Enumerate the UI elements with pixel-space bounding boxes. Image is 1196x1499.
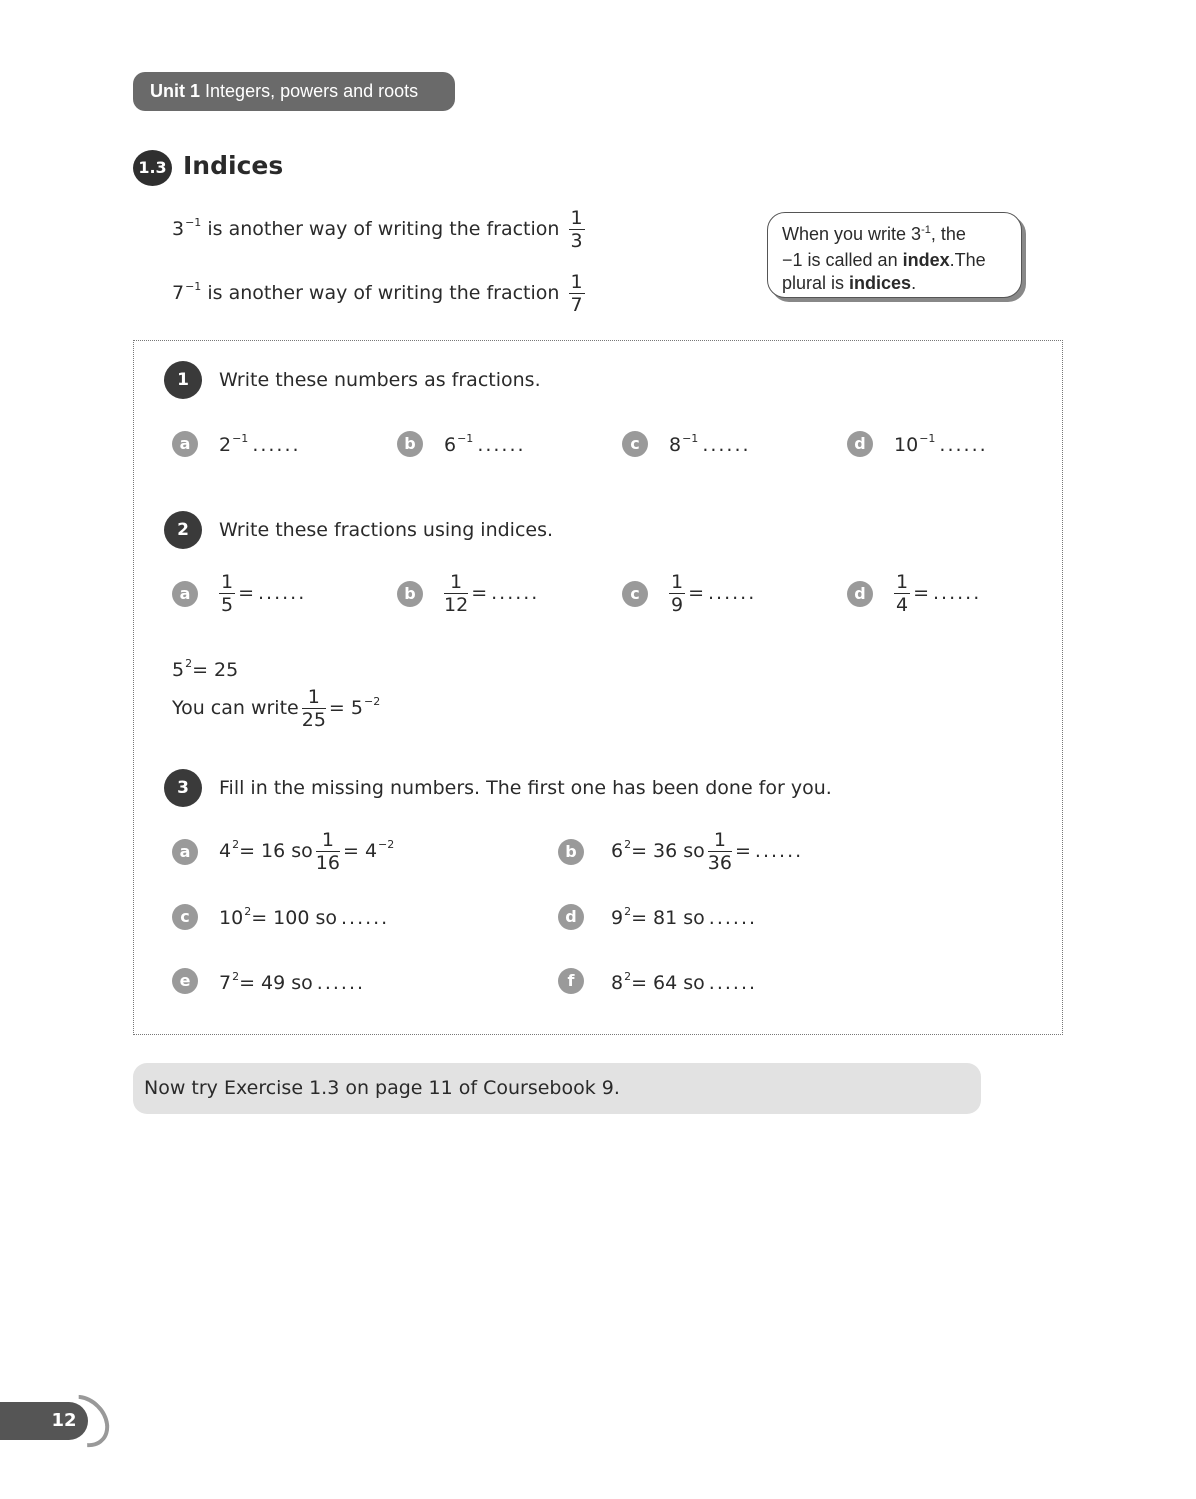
answer-blank: ...... [708,972,758,994]
answer-blank: ...... [702,434,751,456]
q1-part-b-badge: b [397,431,423,457]
answer-blank: ...... [708,907,758,929]
answer-blank: ...... [939,434,988,456]
q3-part-c-badge: c [172,904,198,930]
q3-part-b: $6^2= 36$ so $\frac{1}{36}$ = ...... [611,829,804,874]
fraction: $\frac{1}{9}$ [671,571,684,616]
fraction: $\frac{1}{12}$ [444,571,469,616]
answer-blank: ...... [316,972,366,994]
section-title: Indices [183,151,284,180]
q3-part-d: $9^2= 81$ so ...... [611,905,758,929]
q1-part-a-badge: a [172,431,198,457]
q1-part-d: $10^{-1}$ ...... [894,432,988,456]
q3-part-f: $8^2= 64$ so ...... [611,970,758,994]
question-2-text: Write these fractions using indices. [219,519,554,541]
example-line-2: You can write $\frac{1}{25}$ = $5^{-2}$ [172,686,381,731]
page-number: 12 [51,1410,77,1431]
q1-part-c-badge: c [622,431,648,457]
answer-blank: ...... [340,907,390,929]
question-1-text: Write these numbers as fractions. [219,369,541,391]
question-2-badge: 2 [164,511,202,549]
intro-line-1: $3^{-1}$ is another way of writing the fraction $\frac{1}{3}$ [172,207,583,252]
q3-part-c: $10^2= 100$ so ...... [219,905,390,929]
fraction: $\frac{1}{5}$ [221,571,234,616]
answer-blank: ...... [477,434,526,456]
q2-part-d: $\frac{1}{4}$ = ...... [896,571,982,616]
q3-part-f-badge: f [558,968,584,994]
answer-blank: ...... [933,582,982,604]
answer-blank: ...... [252,434,301,456]
answer-blank: ...... [754,840,804,862]
coursebook-reference: Now try Exercise 1.3 on page 11 of Coursebook 9. [133,1063,981,1114]
q2-part-b: $\frac{1}{12}$ = ...... [444,571,540,616]
question-3-text: Fill in the missing numbers. The first one has been done for you. [219,777,832,799]
q3-part-d-badge: d [558,904,584,930]
q2-part-c: $\frac{1}{9}$ = ...... [671,571,757,616]
q3-part-b-badge: b [558,839,584,865]
unit-label: Unit 1 [150,81,201,101]
fraction: $\frac{1}{16}$ [315,829,340,874]
section-number-badge: 1.3 [133,150,172,186]
fraction: $\frac{1}{3}$ [570,207,583,252]
fraction: $\frac{1}{36}$ [707,829,732,874]
example-line-1: $5^2= 25$ [172,657,239,681]
q1-part-d-badge: d [847,431,873,457]
q1-part-b: $6^{-1}$ ...... [444,432,526,456]
q3-part-a-badge: a [172,839,198,865]
q2-part-d-badge: d [847,581,873,607]
fraction: $\frac{1}{25}$ [301,686,326,731]
answer-blank: ...... [258,582,307,604]
index-callout: When you write $3^{-1}$, the −1 is called an index.The plural is indices. [767,212,1022,298]
q2-part-b-badge: b [397,581,423,607]
q2-part-a: $\frac{1}{5}$ = ...... [221,571,307,616]
q3-part-e: $7^2= 49$ so ...... [219,970,366,994]
question-3-badge: 3 [164,769,202,807]
intro-line-2: $7^{-1}$ is another way of writing the fraction $\frac{1}{7}$ [172,271,583,316]
q2-part-c-badge: c [622,581,648,607]
unit-title: Integers, powers and roots [205,81,419,101]
answer-blank: ...... [491,582,540,604]
q3-part-a: $4^2= 16$ so $\frac{1}{16}$ = $4^{-2}$ [219,829,395,874]
fraction: $\frac{1}{4}$ [896,571,909,616]
question-1-badge: 1 [164,361,202,399]
answer-blank: ...... [708,582,757,604]
q1-part-a: $2^{-1}$ ...... [219,432,301,456]
fraction: $\frac{1}{7}$ [570,271,583,316]
q1-part-c: $8^{-1}$ ...... [669,432,751,456]
unit-header-tab [133,72,455,111]
q2-part-a-badge: a [172,581,198,607]
q3-part-e-badge: e [172,968,198,994]
